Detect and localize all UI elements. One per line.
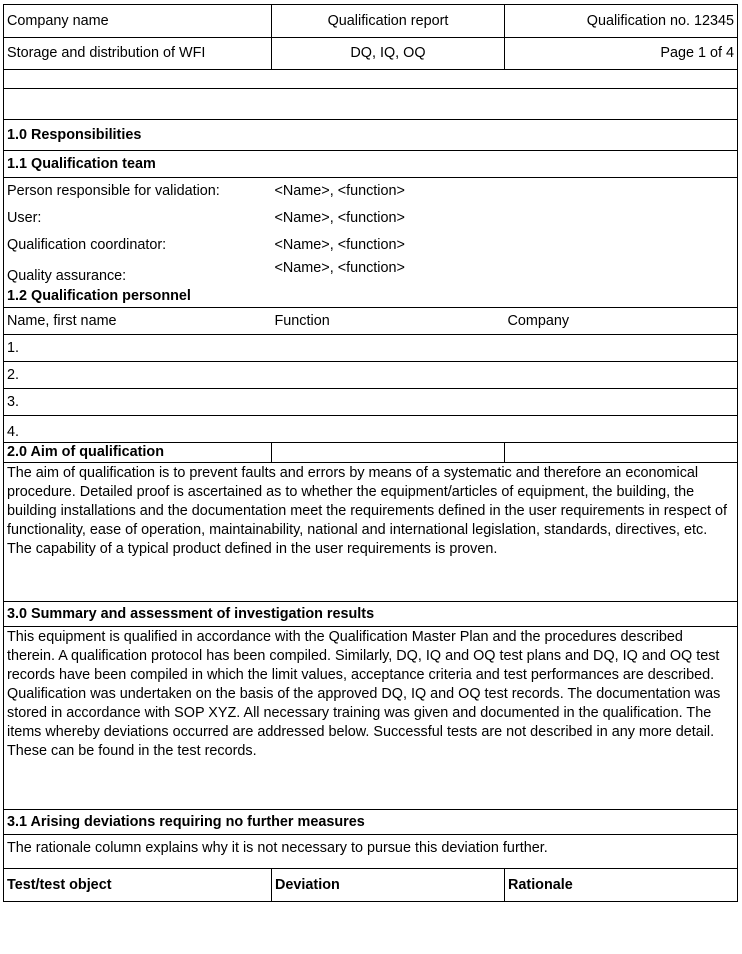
summary-text: This equipment is qualified in accordance with the Qualification Master Plan and the procedures described therein. A qualification protocol has been compiled. Similarly, DQ, IQ and OQ test plans and DQ, IQ and OQ test records have been compiled in which the limit values, acceptance criteria and test performances are described. Qualification was undertaken on the basis of the approved DQ, IQ and OQ test records. The documentation was stored in accordance with SOP XYZ. All necessary training was given and documented in the qualification. The items whereby deviations occurred are addressed below. Successful tests are not described in any more detail. These can be found in the test records. [4,627,738,810]
deviations-text: The rationale column explains why it is not necessary to pursue this deviation further. [4,835,738,869]
personnel-row: 2. [4,362,738,389]
team-role: Qualification coordinator: [4,232,272,259]
personnel-column-name: Name, first name [4,308,272,335]
subsection-heading-personnel: 1.2 Qualification personnel [4,286,738,308]
spacer-row [4,89,738,120]
team-value: <Name>, <function> [272,259,738,286]
team-role: Person responsible for validation: [4,178,272,205]
spacer-row [4,70,738,89]
qualification-report-sheet [3,4,737,902]
personnel-row: 1. [4,335,738,362]
personnel-column-function: Function [274,312,330,329]
deviation-column-deviation: Deviation [272,869,505,902]
phases-cell: DQ, IQ, OQ [272,38,505,70]
section-heading-summary: 3.0 Summary and assessment of investigation results [4,602,738,627]
subsection-heading-team: 1.1 Qualification team [4,151,738,178]
subject-cell: Storage and distribution of WFI [4,38,272,70]
section-heading-aim: 2.0 Aim of qualification [4,443,272,463]
personnel-row: 3. [4,389,738,416]
subsection-heading-deviations: 3.1 Arising deviations requiring no further measures [4,810,738,835]
personnel-column-company: Company [505,308,738,335]
team-role: Quality assurance: [4,259,272,286]
page-number-cell: Page 1 of 4 [505,38,738,70]
empty-cell [505,443,738,463]
company-name-cell: Company name [4,5,272,38]
empty-cell [272,443,505,463]
personnel-row: 4. [4,416,738,443]
report-table [3,4,738,902]
report-title-cell: Qualification report [272,5,505,38]
deviation-column-test: Test/test object [4,869,272,902]
team-value: <Name>, <function> [272,205,738,232]
qualification-number-cell: Qualification no. 12345 [505,5,738,38]
section-heading-responsibilities: 1.0 Responsibilities [4,120,738,151]
team-role: User: [4,205,272,232]
deviation-column-rationale: Rationale [505,869,738,902]
team-value: <Name>, <function> [272,178,738,205]
aim-text: The aim of qualification is to prevent faults and errors by means of a systematic and therefore an economical procedure. Detailed proof is ascertained as to whether the equipment/articles of equipment, the building, the building installations and the documentation meet the requirements defined in the user requirements in respect of functionality, ease of operation, maintainability, national and international legislation, standards, directives, etc. The capability of a typical product defined in the user requirements is proven. [4,463,738,602]
team-value: <Name>, <function> [272,232,738,259]
